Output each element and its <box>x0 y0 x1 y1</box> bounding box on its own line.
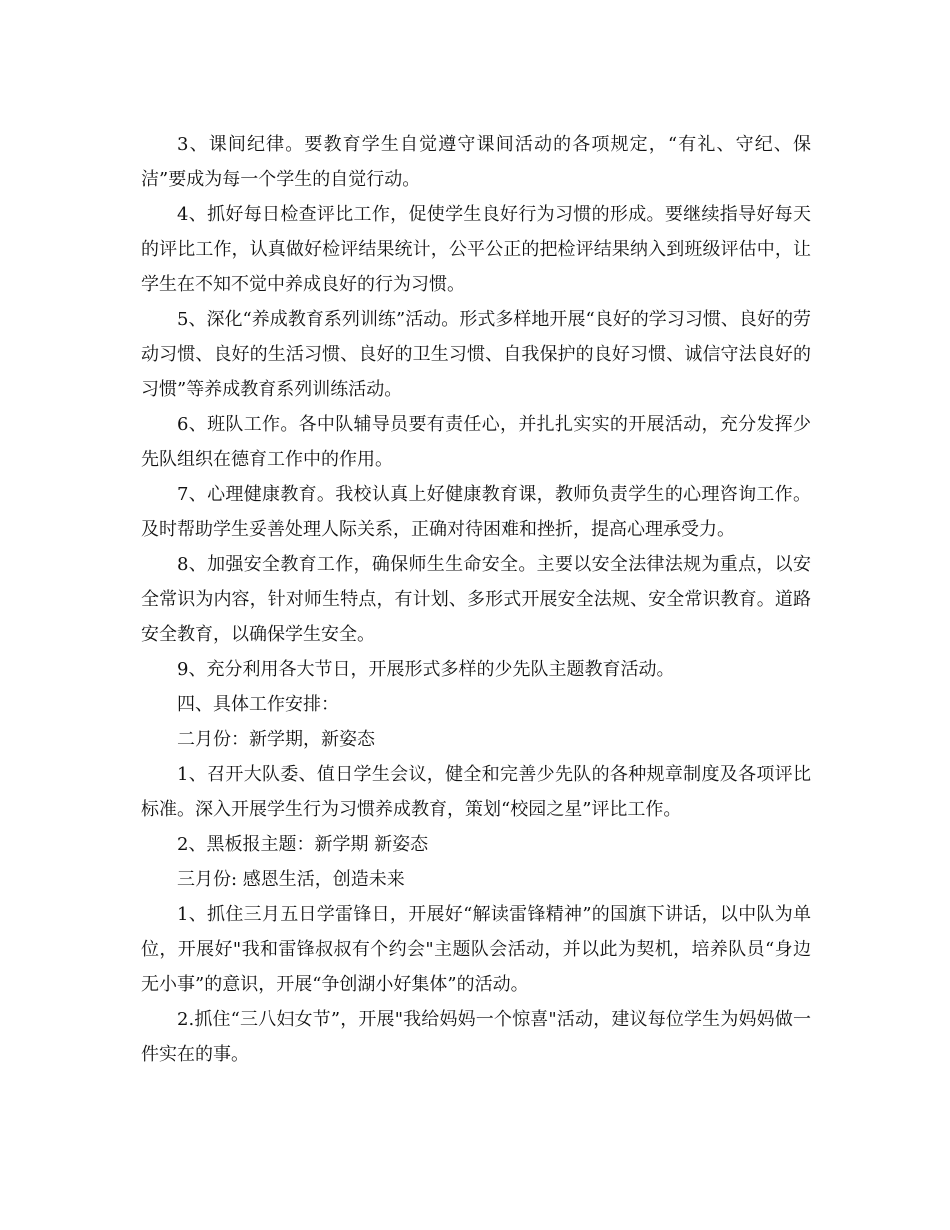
paragraph-class-discipline: 3、课间纪律。要教育学生自觉遵守课间活动的各项规定，“有礼、守纪、保洁”要成为每一个学生的自觉行动。 <box>141 134 811 190</box>
section-heading-work-schedule: 四、具体工作安排： <box>177 694 339 715</box>
paragraph-habit-training: 5、深化“养成教育系列训练”活动。形式多样地开展“良好的学习习惯、良好的劳动习惯、良好的生活习惯、良好的卫生习惯、自我保护的良好习惯、诚信守法良好的习惯”等养成教育系列训练活动。 <box>141 309 811 400</box>
document-body <box>141 127 811 1072</box>
paragraph-february-item-1: 1、召开大队委、值日学生会议，健全和完善少先队的各种规章制度及各项评比标准。深入开展学生行为习惯养成教育，策划“校园之星”评比工作。 <box>141 764 811 820</box>
paragraph-festival-activities: 9、充分利用各大节日，开展形式多样的少先队主题教育活动。 <box>177 659 675 680</box>
paragraph-march-item-2: 2.抓住“三八妇女节”，开展"我给妈妈一个惊喜"活动，建议每位学生为妈妈做一件实在的事。 <box>141 1009 811 1065</box>
paragraph-daily-inspection: 4、抓好每日检查评比工作，促使学生良好行为习惯的形成。要继续指导好每天的评比工作，认真做好检评结果统计，公平公正的把检评结果纳入到班级评估中，让学生在不知不觉中养成良好的行为习惯。 <box>141 204 811 295</box>
paragraph-squad-work: 6、班队工作。各中队辅导员要有责任心，并扎扎实实的开展活动，充分发挥少先队组织在德育工作中的作用。 <box>141 414 811 470</box>
month-heading-march: 三月份: 感恩生活，创造未来 <box>177 869 405 890</box>
paragraph-march-item-1: 1、抓住三月五日学雷锋日，开展好“解读雷锋精神”的国旗下讲话，以中队为单位，开展好"我和雷锋叔叔有个约会"主题队会活动，并以此为契机，培养队员“身边无小事”的意识，开展“争创湖小好集体”的活动。 <box>141 904 811 995</box>
paragraph-february-item-2: 2、黑板报主题：新学期 新姿态 <box>177 834 429 855</box>
paragraph-mental-health: 7、心理健康教育。我校认真上好健康教育课，教师负责学生的心理咨询工作。及时帮助学生妥善处理人际关系，正确对待困难和挫折，提高心理承受力。 <box>141 484 811 540</box>
paragraph-safety-education: 8、加强安全教育工作，确保师生生命安全。主要以安全法律法规为重点，以安全常识为内容，针对师生特点，有计划、多形式开展安全法规、安全常识教育。道路安全教育，以确保学生安全。 <box>141 554 811 645</box>
month-heading-february: 二月份：新学期，新姿态 <box>177 729 375 750</box>
